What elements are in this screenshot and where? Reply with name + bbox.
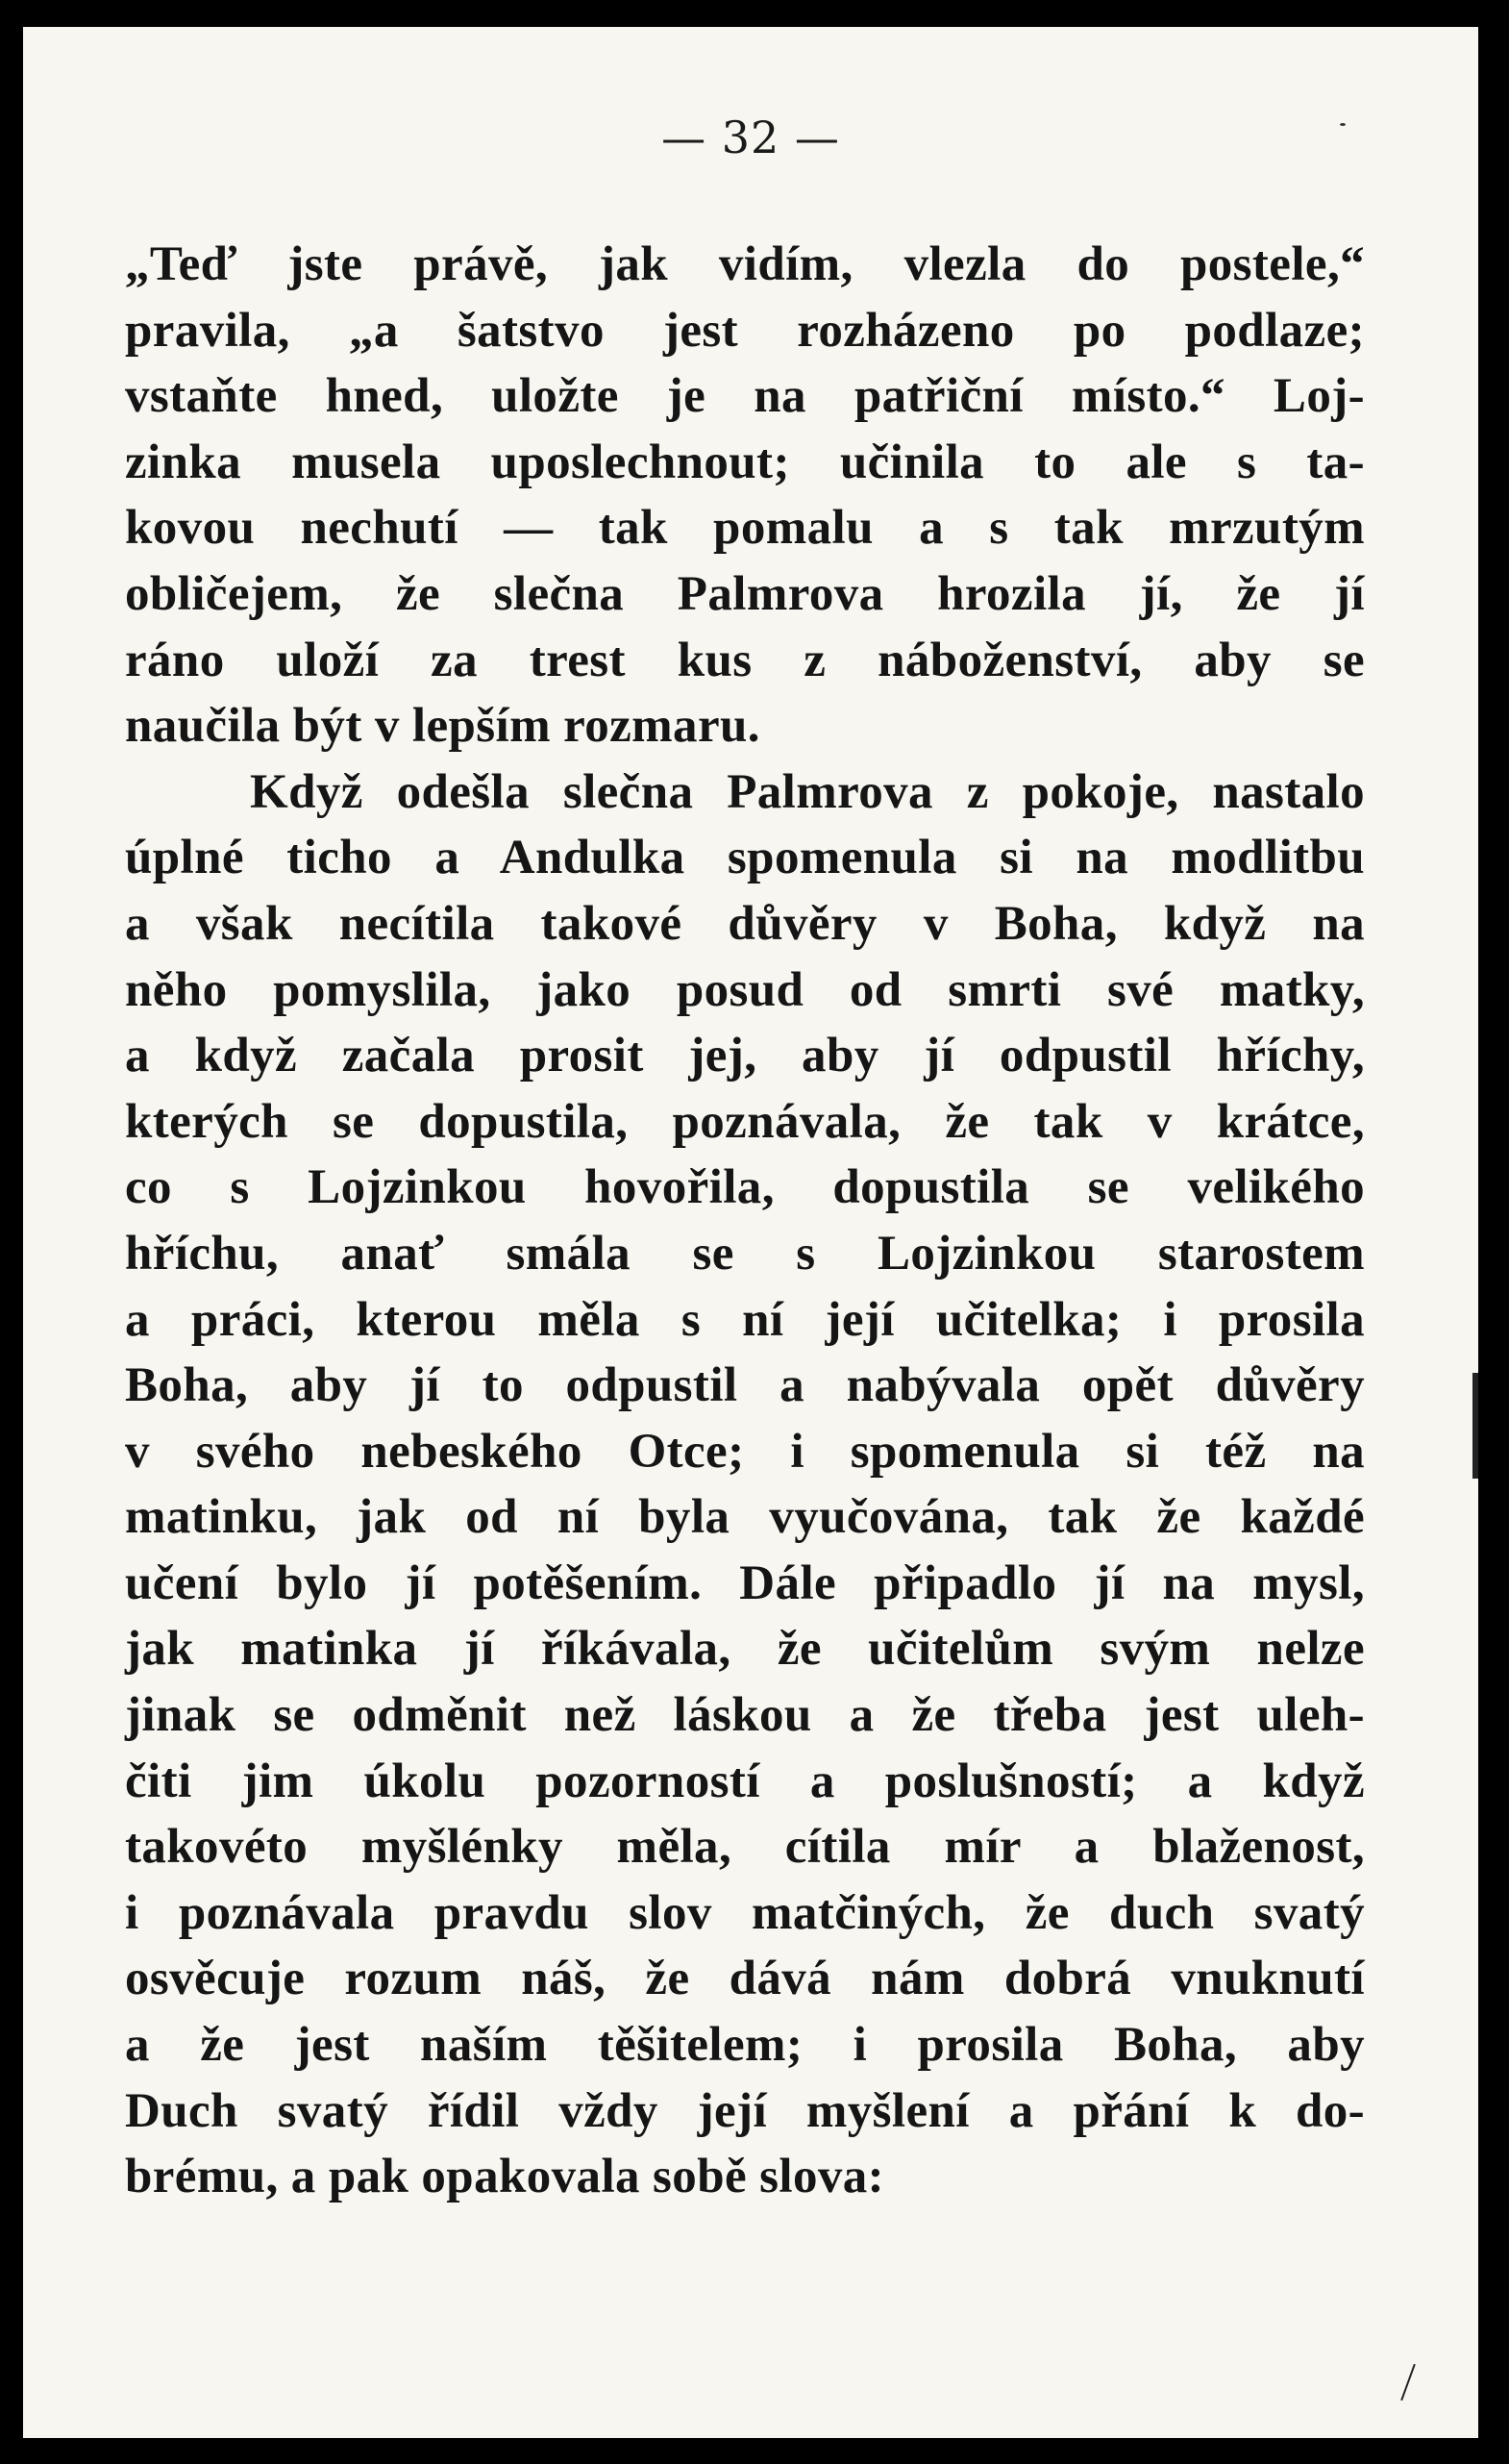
text-line: a že jest naším těšitelem; i prosila Boha, aby <box>125 2018 1365 2073</box>
text-line: obličejem, že slečna Palmrova hrozila jí, že jí <box>125 566 1365 621</box>
text-line: čiti jim úkolu pozorností a poslušností; a když <box>125 1754 1365 1808</box>
text-line: jinak se odměnit než láskou a že třeba jest uleh- <box>125 1688 1365 1743</box>
text-line: takovéto myšlénky měla, cítila mír a blaženost, <box>125 1820 1365 1875</box>
text-line: pravila, „a šatstvo jest rozházeno po podlaze; <box>125 303 1365 358</box>
text-line: i poznávala pravdu slov matčiných, že duch svatý <box>125 1885 1365 1940</box>
text-line: „Teď jste právě, jak vidím, vlezla do postele,“ <box>125 237 1365 291</box>
text-line: kterých se dopustila, poznávala, že tak v krátce, <box>125 1094 1365 1149</box>
text-line: kovou nechutí — tak pomalu a s tak mrzutým <box>125 501 1365 556</box>
text-line: zinka musela uposlechnout; učinila to ale s ta- <box>125 435 1365 489</box>
text-line: brému, a pak opakovala sobě slova: <box>125 2150 885 2204</box>
text-line: Duch svatý řídil vždy její myšlení a přání k do- <box>125 2083 1365 2138</box>
text-line: Boha, aby jí to odpustil a nabývala opět důvěry <box>125 1358 1365 1413</box>
print-speck <box>1340 123 1346 126</box>
text-line: něho pomyslila, jako posud od smrti své matky, <box>125 962 1365 1017</box>
margin-mark <box>1400 2364 1416 2401</box>
margin-mark <box>1472 1373 1478 1479</box>
text-line: učení bylo jí potěšením. Dále připadlo jí na mysl, <box>125 1556 1365 1610</box>
text-line: osvěcuje rozum náš, že dává nám dobrá vnuknutí <box>125 1952 1365 2006</box>
book-page <box>23 27 1478 2438</box>
text-line: naučila být v lepším rozmaru. <box>125 699 760 754</box>
text-line: matinku, jak od ní byla vyučována, tak že každé <box>125 1490 1365 1545</box>
text-line: ráno uloží za trest kus z náboženství, aby se <box>125 633 1365 687</box>
text-line: co s Lojzinkou hovořila, dopustila se velikého <box>125 1160 1365 1215</box>
text-line: hříchu, anať smála se s Lojzinkou starostem <box>125 1226 1365 1281</box>
body-text <box>125 232 1365 2210</box>
text-line: úplné ticho a Andulka spomenula si na modlitbu <box>125 831 1365 885</box>
text-line: Když odešla slečna Palmrova z pokoje, nastalo <box>250 764 1365 819</box>
text-line: a však necítila takové důvěry v Boha, když na <box>125 896 1365 951</box>
text-line: a když začala prosit jej, aby jí odpustil hříchy, <box>125 1029 1365 1083</box>
text-line: vstaňte hned, uložte je na patřiční místo.“ Loj- <box>125 369 1365 424</box>
text-line: jak matinka jí říkávala, že učitelům svým nelze <box>125 1622 1365 1677</box>
text-line: a práci, kterou měla s ní její učitelka; i prosila <box>125 1292 1365 1347</box>
page-number: — 32 — <box>661 112 840 163</box>
text-line: v svého nebeského Otce; i spomenula si též na <box>125 1424 1365 1479</box>
